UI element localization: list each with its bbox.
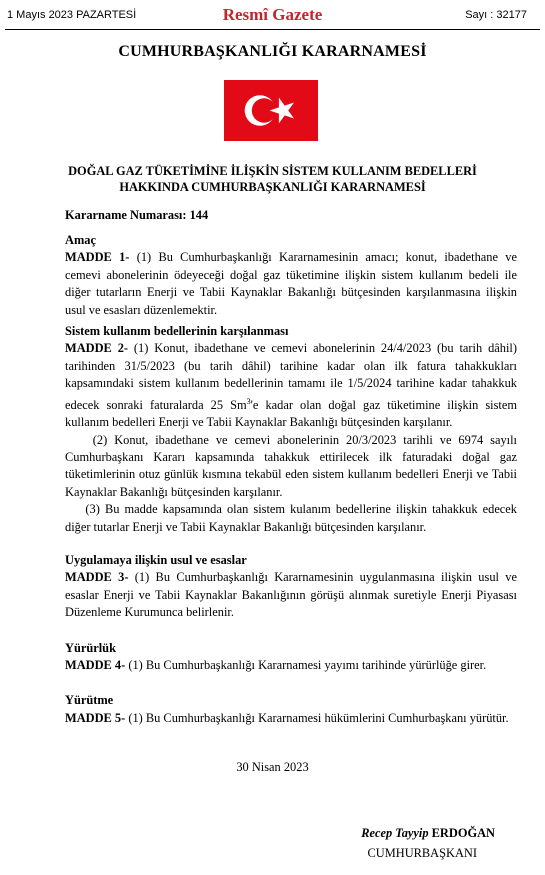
decree-title-line2: HAKKINDA CUMHURBAŞKANLIĞI KARARNAMESİ [119, 180, 426, 194]
madde-2-superscript: 3 [246, 396, 251, 406]
madde-1-text: (1) Bu Cumhurbaşkanlığı Kararnamesinin amacı; konut, ibadethane ve cemevi abonelerinin ödeyeceği doğal gaz tüketimine ilişkin sistem kullanım bedeli ile diğer tutarların Enerji ve Tabii Kaynaklar Bakanlığı bütçesinden karşılanmasına ilişkin usul ve esasları düzenlemektir. [65, 250, 517, 317]
section-heading-yurutme: Yürütme [65, 693, 114, 708]
madde-4-label: MADDE 4- [65, 658, 126, 673]
decree-title [40, 163, 505, 195]
header-date: 1 Mayıs 2023 PAZARTESİ [7, 9, 137, 21]
turkish-flag-icon [224, 80, 318, 141]
madde-5 [65, 710, 517, 727]
madde-2-text-1b: 'e kadar olan doğal gaz tüketimine ilişkin sistem kullanım bedelleri Enerji ve Tabii Kaynaklar Bakanlığı bütçesinden karşılanır. [65, 397, 518, 430]
header-divider [5, 29, 540, 30]
madde-2-label: MADDE 2- [65, 341, 129, 356]
madde-4-text: (1) Bu Cumhurbaşkanlığı Kararnamesi yayımı tarihinde yürürlüğe girer. [125, 658, 487, 673]
decree-body [65, 232, 517, 727]
section-heading-sistem: Sistem kullanım bedellerinin karşılanması [65, 324, 289, 339]
issue-number: Sayı : 32177 [465, 9, 527, 21]
signature-name [361, 826, 495, 841]
madde-3 [65, 569, 517, 621]
madde-2-para-1 [65, 340, 517, 431]
madde-2-text-1a: (1) Konut, ibadethane ve cemevi abonelerinin 24/4/2023 (bu tarih dâhil) tarihinden 31/5/2023 (bu tarih dâhil) tarihine kadar olan ilk fatura tahakkukları kapsamındaki sistem kullanım bedellerinin tamamı ile 1/5/2024 tarihine kadar tahakkuk edecek sonraki faturalarda 25 Sm [65, 341, 517, 412]
section-heading-yururluk: Yürürlük [65, 640, 116, 655]
madde-4 [65, 657, 517, 674]
madde-3-label: MADDE 3- [65, 570, 129, 585]
madde-5-text: (1) Bu Cumhurbaşkanlığı Kararnamesi hükümlerini Cumhurbaşkanı yürütür. [125, 710, 509, 725]
madde-5-label: MADDE 5- [65, 710, 126, 725]
madde-2-text-2: (2) Konut, ibadethane ve cemevi abonelerinin 20/3/2023 tarihli ve 6974 sayılı Cumhurbaşkanı Kararı kapsamında tahakkuk ettirilecek ilk faturadaki doğal gaz tüketimlerinin otuz günlük kısmına tekabül eden sistem kullanım bedelleri Enerji ve Tabii Kaynaklar Bakanlığı bütçesinden karşılanır. [65, 432, 518, 499]
decree-number: Kararname Numarası: 144 [65, 208, 209, 222]
section-heading-amac: Amaç [65, 233, 96, 247]
madde-2-para-3 [65, 501, 517, 536]
signature-first-name: Recep Tayyip [361, 826, 429, 840]
gazette-header [0, 0, 545, 30]
madde-1-label: MADDE 1- [65, 250, 130, 265]
document-title: CUMHURBAŞKANLIĞI KARARNAMESİ [118, 43, 427, 60]
madde-1 [65, 249, 517, 319]
signature-title: CUMHURBAŞKANI [367, 846, 477, 860]
madde-2-text-3: (3) Bu madde kapsamında olan sistem kulanım bedellerine ilişkin tahakkuk edecek diğer tutarlar Enerji ve Tabii Kaynaklar Bakanlığı bütçesinden karşılanır. [65, 502, 518, 534]
decree-title-line1: DOĞAL GAZ TÜKETİMİNE İLİŞKİN SİSTEM KULLANIM BEDELLERİ [68, 164, 477, 178]
madde-2-para-2 [65, 432, 517, 502]
decree-date: 30 Nisan 2023 [236, 760, 309, 774]
madde-3-text: (1) Bu Cumhurbaşkanlığı Kararnamesinin uygulanmasına ilişkin usul ve esaslar Enerji ve Tabii Kaynaklar Bakanlığının görüşü alınmak suretiyle Enerji Piyasası Düzenleme Kurumunca belirlenir. [65, 570, 517, 620]
gazette-name: Resmî Gazete [222, 5, 323, 24]
signature-last-name: ERDOĞAN [431, 826, 495, 840]
section-heading-uygulama: Uygulamaya ilişkin usul ve esaslar [65, 553, 247, 568]
